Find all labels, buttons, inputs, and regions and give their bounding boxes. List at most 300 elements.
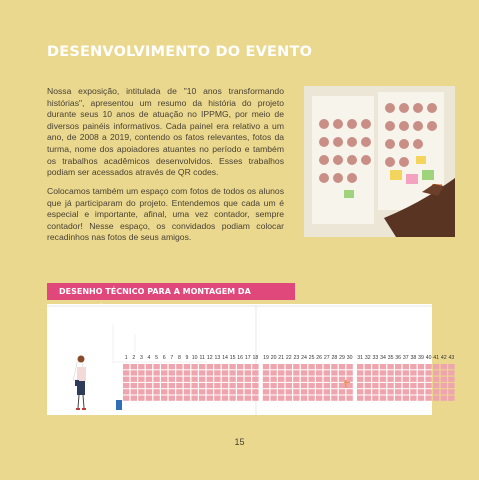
panel-cell [357, 396, 363, 401]
panel-cell [153, 364, 159, 369]
panel-cell [403, 389, 409, 394]
panel-number: 36 [395, 355, 402, 361]
panel-cell [410, 396, 416, 401]
panel-cell [146, 377, 152, 382]
panel-cell [357, 370, 363, 375]
panel-cell [263, 383, 269, 388]
panel-cell [324, 396, 330, 401]
panel-cell [403, 383, 409, 388]
panel-cell [395, 389, 401, 394]
panel-cell [123, 377, 129, 382]
panel-number: 22 [285, 355, 292, 361]
panel-cell [301, 364, 307, 369]
panel-cell [410, 383, 416, 388]
panel-cell [357, 364, 363, 369]
panel-cell [286, 370, 292, 375]
panel-cell [263, 389, 269, 394]
panel-number: 39 [418, 355, 424, 361]
panel-cell [308, 383, 314, 388]
panel-cell [161, 364, 167, 369]
panel-cell [286, 377, 292, 382]
panel-cell [184, 377, 190, 382]
panel-cell [138, 364, 144, 369]
panel-cell [263, 396, 269, 401]
panel-cell [395, 383, 401, 388]
panel-cell [418, 389, 424, 394]
panel-cell [418, 383, 424, 388]
panel-cell [123, 383, 129, 388]
panel-number: 29 [339, 355, 345, 361]
panel-cell [301, 383, 307, 388]
panel-number: 9 [185, 355, 189, 361]
panel-cell [339, 389, 345, 394]
panel-number: 11 [199, 355, 205, 361]
panel-cell [293, 370, 299, 375]
panel-cell [123, 364, 129, 369]
panel-cell [263, 364, 269, 369]
panel-cell [365, 383, 371, 388]
panel-cell [308, 377, 314, 382]
panel-cell [252, 389, 258, 394]
panel-cell [191, 370, 197, 375]
panel-cell [425, 377, 431, 382]
panel-cell [131, 396, 137, 401]
panel-cell [395, 396, 401, 401]
panel-cell [138, 370, 144, 375]
panel-cell [214, 377, 220, 382]
panel-number: 30 [346, 355, 353, 361]
panel-cell [214, 364, 220, 369]
panel-cell [169, 370, 175, 375]
panel-number: 14 [222, 355, 228, 361]
panel-number: 12 [206, 355, 213, 361]
panel-cell [237, 383, 243, 388]
panel-cell [316, 396, 322, 401]
panel-cell [372, 377, 378, 382]
panel-cell [448, 370, 454, 375]
panel-cell [222, 383, 228, 388]
technical-drawing-banner: DESENHO TÉCNICO PARA A MONTAGEM DA [47, 283, 295, 300]
panel-cell [387, 389, 393, 394]
panel-cell [433, 383, 439, 388]
panel-cell [278, 396, 284, 401]
panel-cell [410, 370, 416, 375]
panel-cell [331, 377, 337, 382]
paragraph-photo-space: Colocamos também um espaço com fotos de todos os alunos que já participaram do projeto. Entendemos que cada um é especial e importante, afinal, uma vez contador, sempre contador! Nesse espaço, os convidados podiam colocar recadinhos nas fotos de seus amigos. [47, 186, 284, 243]
panel-cell [293, 396, 299, 401]
panel-cell [387, 383, 393, 388]
panel-cell [146, 383, 152, 388]
panel-number: 19 [263, 355, 269, 361]
panel-cell [169, 383, 175, 388]
panel-number: 1 [124, 355, 128, 361]
panel-cell [176, 370, 182, 375]
panel-cell [425, 389, 431, 394]
panel-cell [184, 389, 190, 394]
panel-cell [131, 383, 137, 388]
panel-cell [214, 389, 220, 394]
panel-number: 8 [177, 355, 181, 361]
panel-cell [153, 370, 159, 375]
panel-number: 23 [293, 355, 300, 361]
panel-cell [346, 389, 352, 394]
panel-cell [372, 396, 378, 401]
panel-cell [301, 370, 307, 375]
panel-number: 24 [301, 355, 307, 361]
panel-cell [278, 377, 284, 382]
panel-cell [123, 370, 129, 375]
panel-cell [395, 377, 401, 382]
panel-cell [222, 389, 228, 394]
panel-number: 28 [331, 355, 338, 361]
panel-cell [245, 370, 251, 375]
panel-cell [222, 377, 228, 382]
panel-number: 16 [237, 355, 244, 361]
panel-cell [387, 377, 393, 382]
panel-cell [380, 377, 386, 382]
panel-cell [380, 389, 386, 394]
panel-cell [161, 370, 167, 375]
panel-cell [425, 383, 431, 388]
panel-number: 35 [387, 355, 394, 361]
panel-number: 38 [410, 355, 417, 361]
panel-cell [357, 383, 363, 388]
panel-cell [270, 396, 276, 401]
panel-cell [169, 377, 175, 382]
panel-cell [229, 370, 235, 375]
panel-cell [169, 364, 175, 369]
panel-cell [229, 364, 235, 369]
panel-cell [207, 364, 213, 369]
panel-cell [316, 370, 322, 375]
panel-cell [441, 377, 447, 382]
panel-cell [433, 364, 439, 369]
panel-cell [339, 364, 345, 369]
panel-cell [441, 370, 447, 375]
panel-cell [245, 377, 251, 382]
panel-number: 42 [440, 355, 447, 361]
panel-cell [214, 396, 220, 401]
panel-cell [199, 377, 205, 382]
panel-cell [146, 364, 152, 369]
panel-cell [245, 389, 251, 394]
panel-cell [403, 396, 409, 401]
panel-cell [229, 383, 235, 388]
panel-cell [270, 364, 276, 369]
panel-cell [199, 383, 205, 388]
panel-cell [278, 370, 284, 375]
panel-cell [176, 364, 182, 369]
panel-cell [153, 396, 159, 401]
panel-number: 5 [155, 355, 159, 361]
panel-cell [441, 389, 447, 394]
panel-cell [403, 364, 409, 369]
panel-cell [372, 364, 378, 369]
panel-cell [229, 396, 235, 401]
panel-cell [316, 383, 322, 388]
panel-cell [153, 383, 159, 388]
panel-cell [346, 383, 352, 388]
panel-cell [278, 383, 284, 388]
panel-cell [161, 396, 167, 401]
panel-cell [308, 396, 314, 401]
panel-cell [425, 370, 431, 375]
panel-number: 20 [270, 355, 277, 361]
panel-cell [252, 370, 258, 375]
panel-cell [316, 389, 322, 394]
panel-cell [346, 364, 352, 369]
panel-cell [286, 389, 292, 394]
panel-number: 17 [244, 355, 251, 361]
panel-cell [131, 364, 137, 369]
panel-cell [387, 370, 393, 375]
visitor-figure [73, 356, 86, 411]
panel-cell [138, 377, 144, 382]
blue-marker [116, 400, 122, 410]
panel-number: 4 [147, 355, 151, 361]
panel-cell [184, 364, 190, 369]
panel-cell [229, 389, 235, 394]
panel-cell [191, 396, 197, 401]
panel-number: 26 [316, 355, 323, 361]
panel-cell [237, 396, 243, 401]
panel-cell [153, 377, 159, 382]
panel-cell [293, 383, 299, 388]
panel-cell [252, 396, 258, 401]
panel-number: 43 [448, 355, 455, 361]
panel-cell [214, 370, 220, 375]
panel-cell [169, 396, 175, 401]
panel-cell [169, 389, 175, 394]
panel-cell [395, 370, 401, 375]
panel-cell [372, 370, 378, 375]
panel-cell [425, 396, 431, 401]
panel-number: 34 [380, 355, 386, 361]
panel-cell [270, 383, 276, 388]
panel-cell [191, 389, 197, 394]
panel-cell [316, 364, 322, 369]
panel-cell [316, 377, 322, 382]
panel-cell [365, 396, 371, 401]
panel-cell [339, 396, 345, 401]
panel-cell [161, 383, 167, 388]
panel-cell [324, 370, 330, 375]
panel-cell [293, 377, 299, 382]
panel-cell [324, 364, 330, 369]
panel-number: 41 [433, 355, 440, 361]
panel-cell [252, 383, 258, 388]
panel-cell [176, 377, 182, 382]
panel-number: 33 [372, 355, 379, 361]
panel-cell [346, 396, 352, 401]
panel-cell [433, 370, 439, 375]
panel-cell [229, 377, 235, 382]
panel-cell [131, 370, 137, 375]
panel-cell [252, 377, 258, 382]
panel-cell [131, 389, 137, 394]
panel-cell [410, 377, 416, 382]
panel-cell [237, 370, 243, 375]
panel-cell [380, 383, 386, 388]
technical-drawing [47, 304, 455, 415]
panel-cell [331, 370, 337, 375]
panel-cell [441, 396, 447, 401]
panel-cell [138, 389, 144, 394]
panel-cell [207, 396, 213, 401]
panel-cell [433, 389, 439, 394]
panel-cell [331, 389, 337, 394]
panel-cell [403, 370, 409, 375]
panel-cell [346, 377, 352, 382]
panel-number: 37 [402, 355, 409, 361]
panel-number: 40 [425, 355, 432, 361]
panel-cell [380, 396, 386, 401]
panel-cell [339, 377, 345, 382]
panel-cell [245, 383, 251, 388]
panel-cell [138, 396, 144, 401]
panel-cell [441, 383, 447, 388]
panel-cell [286, 364, 292, 369]
panel-cell [346, 370, 352, 375]
panel-number: 3 [139, 355, 143, 361]
panel-cell [308, 370, 314, 375]
page-number: 15 [234, 437, 245, 447]
panel-cell [146, 396, 152, 401]
panel-cell [410, 364, 416, 369]
panel-cell [365, 370, 371, 375]
panel-number: 25 [308, 355, 315, 361]
panel-cell [176, 389, 182, 394]
panel-cell [331, 383, 337, 388]
panel-cell [146, 389, 152, 394]
panel-cell [324, 389, 330, 394]
panel-cell [191, 377, 197, 382]
panel-cell [301, 389, 307, 394]
panel-cell [263, 377, 269, 382]
panel-cell [207, 370, 213, 375]
panel-cell [214, 383, 220, 388]
panel-cell [395, 364, 401, 369]
panel-cell [410, 389, 416, 394]
panel-cell [286, 396, 292, 401]
panel-cell [380, 370, 386, 375]
technical-drawing-svg [47, 304, 455, 415]
panel-cell [403, 377, 409, 382]
panel-cell [324, 377, 330, 382]
panel-cell [331, 364, 337, 369]
panel-cell [441, 364, 447, 369]
panel-cell [418, 377, 424, 382]
panel-cell [207, 389, 213, 394]
panel-cell [222, 370, 228, 375]
panel-cell [278, 389, 284, 394]
panel-cell [286, 383, 292, 388]
panel-cell [357, 377, 363, 382]
panel-number: 27 [323, 355, 330, 361]
panel-number: 2 [132, 355, 136, 361]
panel-cell [199, 389, 205, 394]
panel-cell [237, 389, 243, 394]
panel-cell [153, 389, 159, 394]
panel-cell [425, 364, 431, 369]
panel-cell [293, 364, 299, 369]
panel-cell [372, 389, 378, 394]
panel-cell [184, 396, 190, 401]
panel-number: 7 [170, 355, 174, 361]
panel-cell [184, 370, 190, 375]
panel-cell [278, 364, 284, 369]
panel-cell [237, 364, 243, 369]
panel-cell [245, 396, 251, 401]
panel-cell [418, 364, 424, 369]
panel-cell [131, 377, 137, 382]
panel-cell [357, 389, 363, 394]
panel-number: 15 [229, 355, 236, 361]
panel-number: 21 [278, 355, 285, 361]
panel-cell [252, 364, 258, 369]
panel-cell [207, 377, 213, 382]
panel-cell [293, 389, 299, 394]
panel-cell [308, 389, 314, 394]
panel-cell [339, 383, 345, 388]
panel-cell [237, 377, 243, 382]
panel-cell [433, 396, 439, 401]
panel-cell [176, 396, 182, 401]
panel-cell [138, 383, 144, 388]
panel-cell [191, 364, 197, 369]
panel-number: 31 [357, 355, 364, 361]
panel-cell [380, 364, 386, 369]
panel-number: 32 [364, 355, 371, 361]
panel-cell [372, 383, 378, 388]
panel-cell [270, 377, 276, 382]
panel-cell [222, 396, 228, 401]
panel-cell [207, 383, 213, 388]
panel-cell [270, 389, 276, 394]
panel-number: 6 [162, 355, 166, 361]
panel-cell [448, 364, 454, 369]
panel-cell [448, 396, 454, 401]
panel-cell [387, 364, 393, 369]
panel-cell [365, 389, 371, 394]
panel-cell [146, 370, 152, 375]
panel-cell [418, 396, 424, 401]
panel-cell [245, 364, 251, 369]
panel-cell [448, 389, 454, 394]
panel-cell [418, 370, 424, 375]
panel-cell [191, 383, 197, 388]
panel-cell [448, 377, 454, 382]
panel-cell [270, 370, 276, 375]
page-title: DESENVOLVIMENTO DO EVENTO [47, 44, 313, 60]
panel-cell [365, 364, 371, 369]
paragraph-exhibition: Nossa exposição, intitulada de "10 anos transformando histórias", apresentou um resumo da história do projeto durante seus 10 anos de atuação no IPPMG, por meio de diversos painéis informativos. Cada painel era relativo a um ano, de 2008 a 2019, contendo os fatos relevantes, fotos da turma, nome dos apoiadores atuantes no período e também os trabalhos acadêmicos desenvolvidos. Esses trabalhos podiam ser acessados através de QR codes. [47, 86, 284, 178]
panel-cell [324, 383, 330, 388]
panel-cell [365, 377, 371, 382]
panel-cell [301, 396, 307, 401]
panel-cell [301, 377, 307, 382]
panel-cell [331, 396, 337, 401]
panel-cell [433, 377, 439, 382]
panel-cell [123, 389, 129, 394]
panel-cell [199, 396, 205, 401]
panel-cell [184, 383, 190, 388]
panel-number: 13 [214, 355, 221, 361]
panel-cell [308, 364, 314, 369]
panel-cell [387, 396, 393, 401]
panel-cell [161, 377, 167, 382]
panel-cell [123, 396, 129, 401]
